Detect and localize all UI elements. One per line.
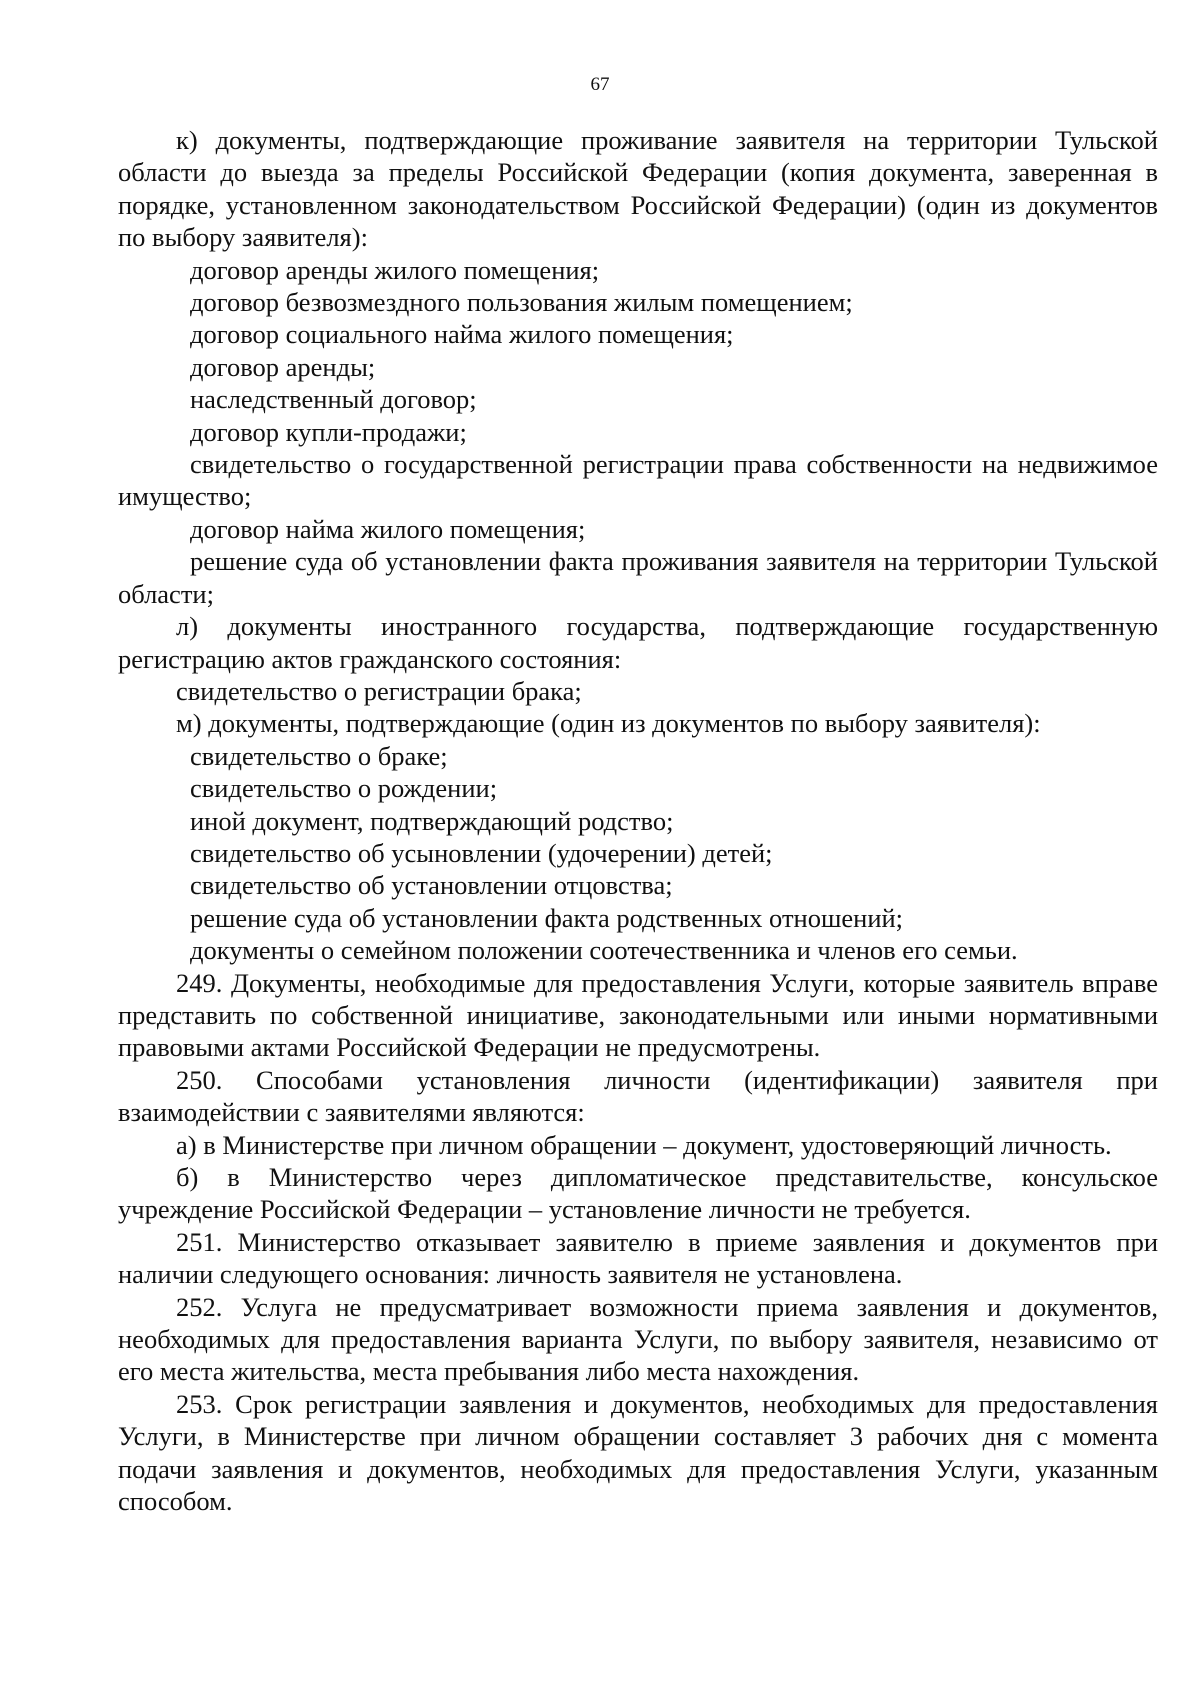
paragraph-25: 251. Министерство отказывает заявителю в приеме заявления и документов при наличии следующего основания: личность заявителя не установлена. — [118, 1226, 1158, 1290]
paragraph-2: договор аренды жилого помещения; — [190, 254, 600, 285]
paragraph-7: договор купли-продажи; — [190, 416, 467, 447]
paragraph-11: л) документы иностранного государства, подтверждающие государственную регистрацию актов гражданского состояния: — [118, 611, 1158, 674]
paragraph-1: к) документы, подтверждающие проживание заявителя на территории Тульской области до выезда за пределы Российской Федерации (копия документа, заверенная в порядке, установленном законодательством Российской Федерации) (один из документов по выбору заявителя): — [118, 125, 1158, 253]
paragraph-15: свидетельство о рождении; — [190, 773, 498, 804]
paragraph-13: м) документы, подтверждающие (один из документов по выбору заявителя): — [176, 708, 1041, 739]
paragraph-6: наследственный договор; — [190, 384, 477, 415]
paragraph-26: 252. Услуга не предусматривает возможности приема заявления и документов, необходимых для предоставления варианта Услуги, по выбору заявителя, независимо от его места жительства, места пребывания либо места нахождения. — [118, 1291, 1158, 1387]
paragraph-9: договор найма жилого помещения; — [190, 513, 586, 544]
paragraph-14: свидетельство о браке; — [190, 740, 448, 771]
paragraph-17: свидетельство об усыновлении (удочерении) детей; — [190, 837, 773, 868]
paragraph-21: 249. Документы, необходимые для предоставления Услуги, которые заявитель вправе представить по собственной инициативе, законодательными или иными нормативными правовыми актами Российской Федерации не предусмотрены. — [118, 967, 1158, 1063]
paragraph-27: 253. Срок регистрации заявления и документов, необходимых для предоставления Услуги, в Министерстве при личном обращении составляет 3 рабочих дня с момента подачи заявления и документов, необходимых для предоставления Услуги, указанным способом. — [118, 1388, 1158, 1517]
paragraph-12: свидетельство о регистрации брака; — [176, 675, 582, 706]
paragraph-22: 250. Способами установления личности (идентификации) заявителя при взаимодействии с заявителями являются: — [118, 1064, 1158, 1128]
paragraph-3: договор безвозмездного пользования жилым помещением; — [190, 287, 853, 318]
paragraph-10: решение суда об установлении факта проживания заявителя на территории Тульской области; — [118, 546, 1158, 609]
paragraph-16: иной документ, подтверждающий родство; — [190, 805, 674, 836]
paragraph-23: а) в Министерстве при личном обращении – документ, удостоверяющий личность. — [176, 1129, 1112, 1160]
paragraph-20: документы о семейном положении соотечественника и членов его семьи. — [190, 935, 1018, 966]
paragraph-8: свидетельство о государственной регистрации права собственности на недвижимое имущество; — [118, 449, 1158, 512]
paragraph-5: договор аренды; — [190, 351, 376, 382]
document-body — [118, 124, 1158, 1517]
paragraph-24: б) в Министерство через дипломатическое представительстве, консульское учреждение Российской Федерации – установление личности не требуется. — [118, 1162, 1158, 1225]
page-number: 67 — [590, 74, 610, 95]
paragraph-18: свидетельство об установлении отцовства; — [190, 870, 673, 901]
paragraph-4: договор социального найма жилого помещения; — [190, 319, 734, 350]
paragraph-19: решение суда об установлении факта родственных отношений; — [190, 902, 904, 933]
